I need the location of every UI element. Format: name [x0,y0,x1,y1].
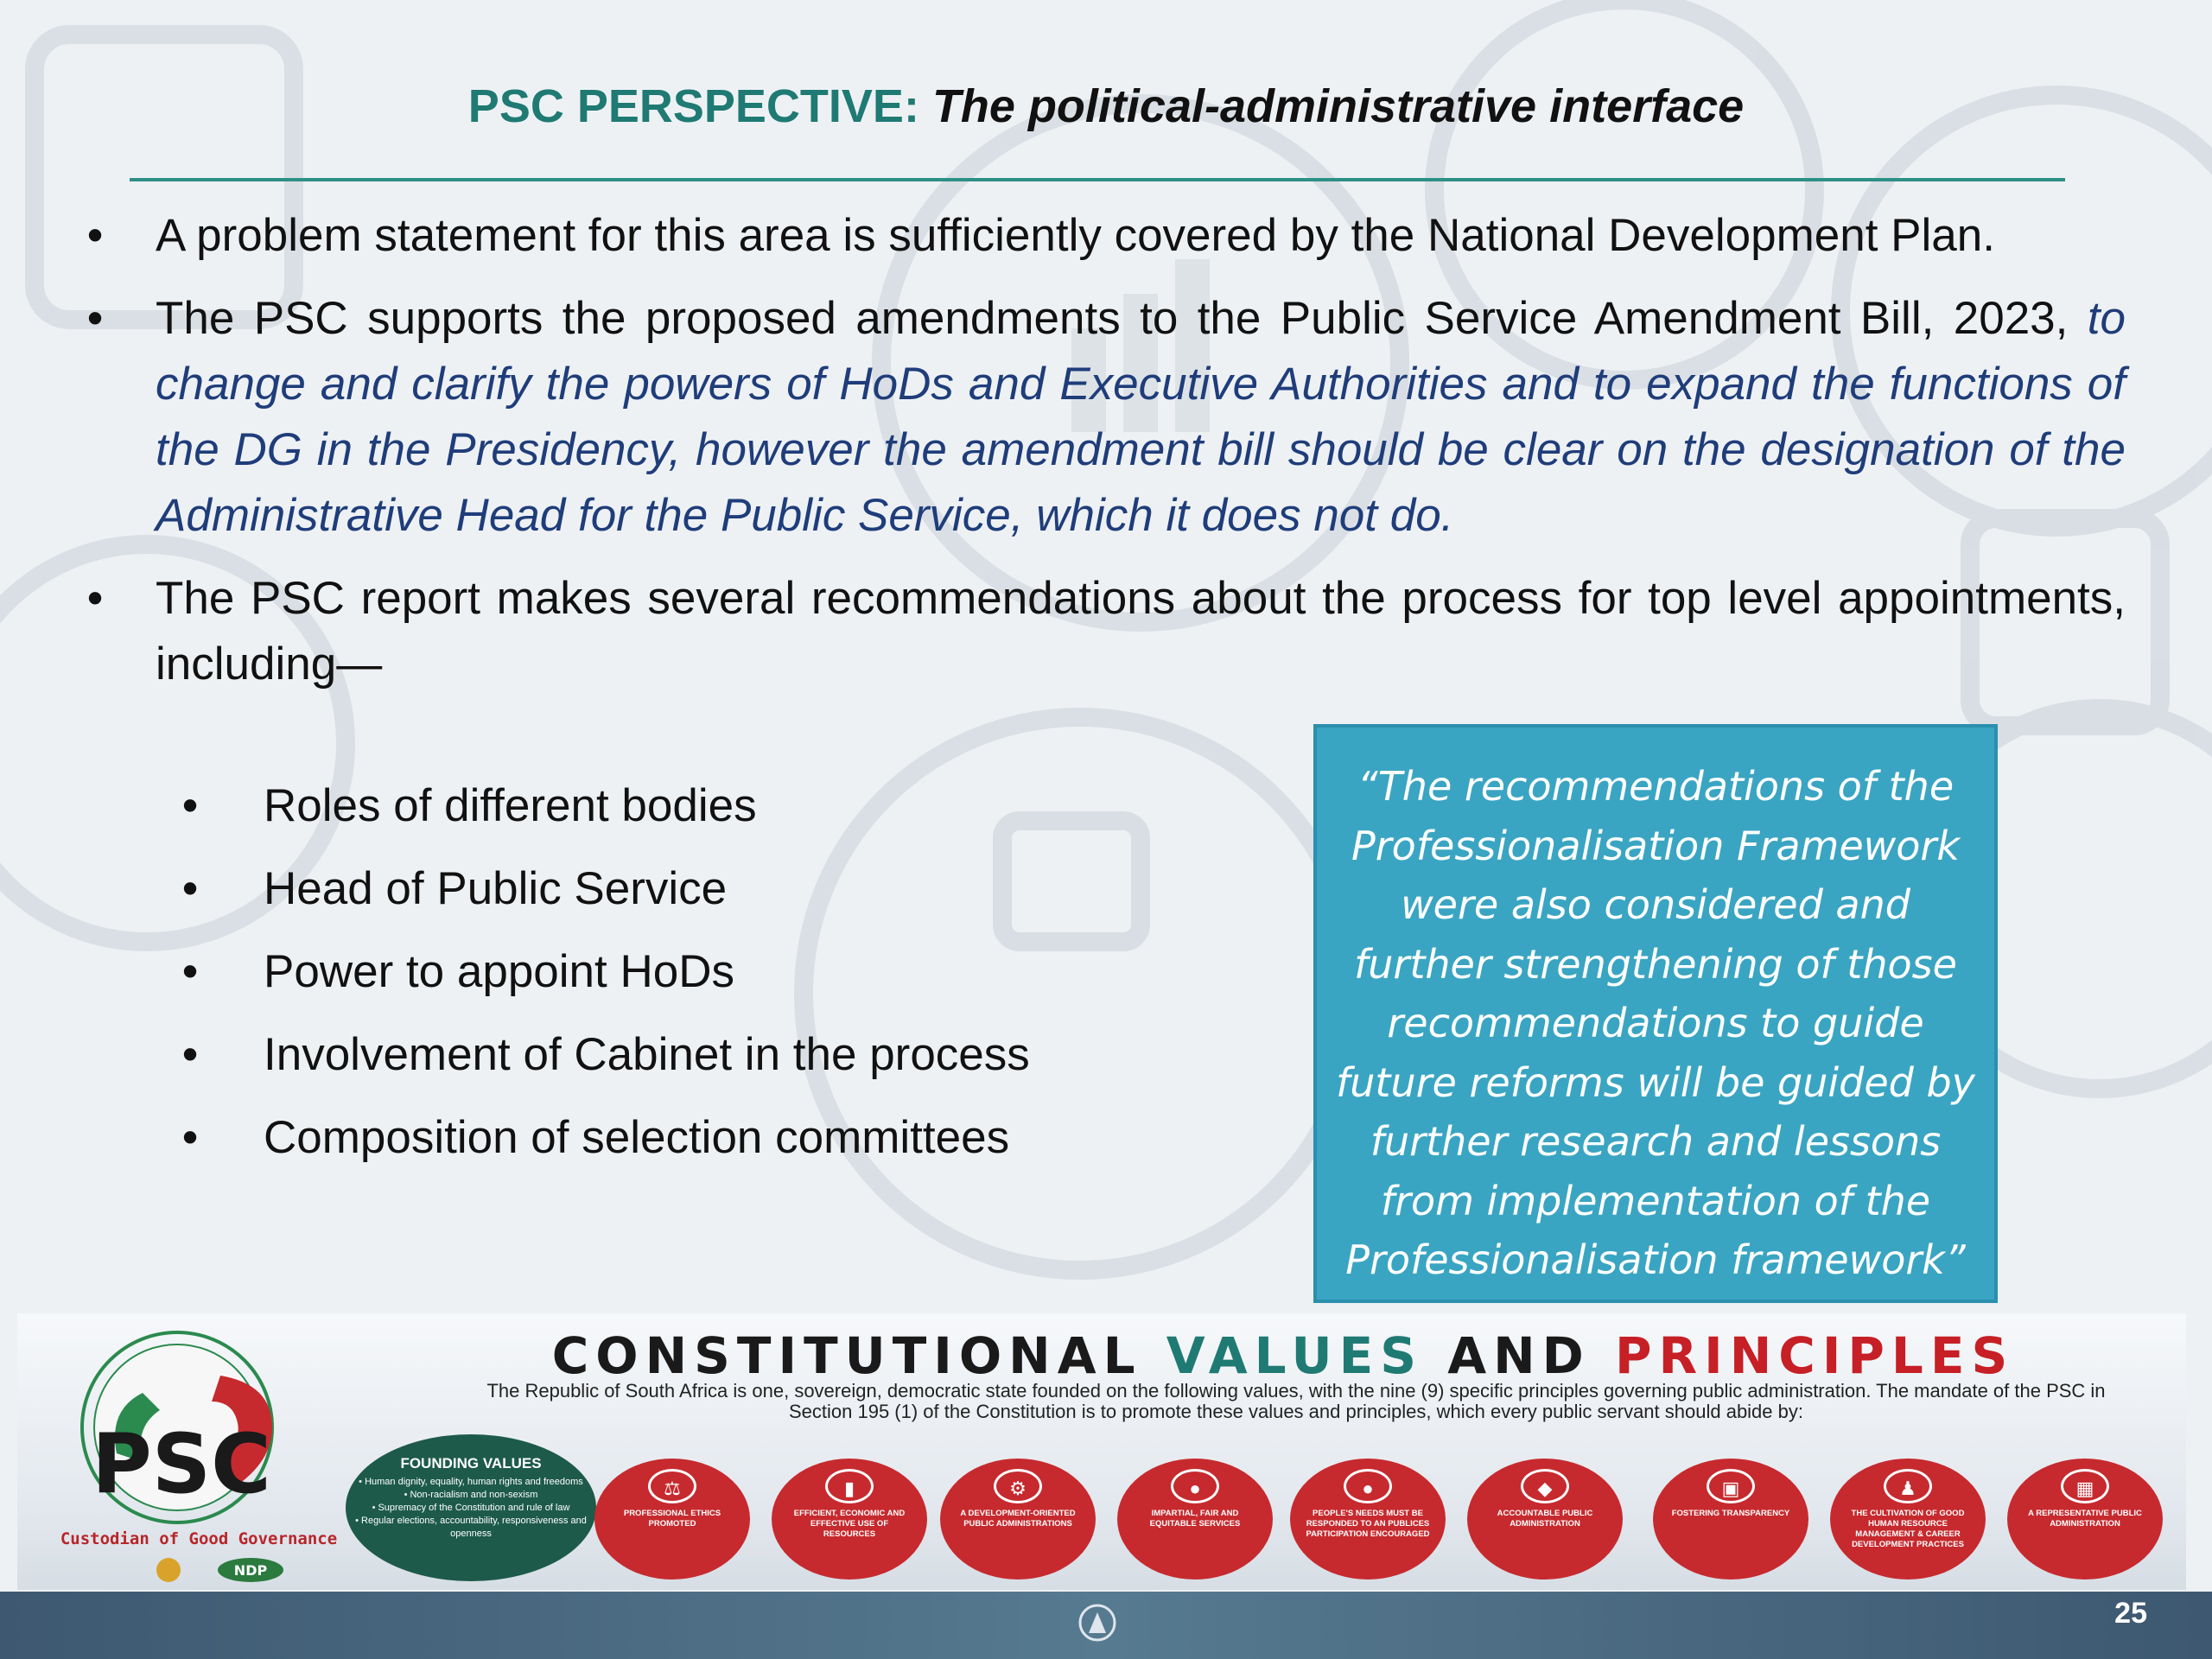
principle-label: EFFICIENT, ECONOMIC AND EFFECTIVE USE OF RESOURCES [793,1509,906,1539]
principle-circle [940,1459,1096,1580]
svg-text:Custodian of Good Governance: Custodian of Good Governance [60,1529,338,1548]
group-icon: ● [1344,1469,1392,1503]
sub-bullet-item [173,773,1210,856]
title-divider [130,178,2065,181]
building-icon: ▣ [1707,1469,1755,1503]
sub-bullet-text: Involvement of Cabinet in the process [264,1029,1030,1080]
bullet-dot: • [181,1029,199,1080]
constitutional-values-banner [17,1313,2186,1590]
people-icon: ♟ [1884,1469,1932,1503]
founding-values-title: FOUNDING VALUES [400,1455,542,1471]
psc-logo [48,1324,341,1583]
svg-text:NDP: NDP [233,1562,268,1579]
sub-bullet-list [173,773,1210,1188]
founding-values-circle [346,1434,596,1581]
principle-label: A DEVELOPMENT-ORIENTED PUBLIC ADMINISTRATIONS [960,1509,1076,1529]
bullet-dot: • [181,946,199,997]
title-prefix: PSC PERSPECTIVE: [467,80,919,132]
banner-title: CONSTITUTIONAL VALUES AND PRINCIPLES [551,1326,2015,1385]
slide-title [0,79,2212,133]
principle-label: FOSTERING TRANSPARENCY [1671,1509,1790,1518]
bullet-text: The PSC supports the proposed amendments to the Public Service Amendment Bill, 2023, [156,293,2069,344]
quote-box: “The recommendations of the Professionalisation Framework were also considered and further strengthening of those recommendations to guide future reforms will be guided by further research and lessons from implementation of the Professionalisation framework” [1313,724,1998,1303]
bullet-text: A problem statement for this area is sufficiently covered by the National Development Plan. [156,210,1995,261]
bullet-dot: • [181,863,199,914]
coat-of-arms-icon [1071,1599,1123,1650]
sub-bullet-text: Composition of selection committees [264,1112,1010,1163]
bar-chart-icon: ▮ [825,1469,874,1503]
principle-label: ACCOUNTABLE PUBLIC ADMINISTRATION [1497,1509,1593,1529]
bullet-dot: • [181,780,199,831]
sub-bullet-text: Head of Public Service [264,863,728,914]
scales-icon: ⚖ [648,1469,696,1503]
bullet-item [69,566,2126,697]
principle-circle [1653,1459,1808,1580]
founding-value: • Non-racialism and non-sexism [404,1490,538,1500]
bullet-dot: • [86,210,104,261]
bullet-dot: • [86,573,104,624]
principle-circle [594,1459,750,1580]
principle-circle [1290,1459,1446,1580]
principle-label: PROFESSIONAL ETHICS PROMOTED [623,1509,721,1529]
principle-circle [772,1459,927,1580]
bullet-dot: • [86,293,104,344]
bullet-list [69,203,2126,697]
bullet-item [69,203,2126,269]
sub-bullet-item [173,1022,1210,1105]
gear-icon: ⚙ [994,1469,1042,1503]
principle-circle [1830,1459,1986,1580]
principle-circle [1117,1459,1273,1580]
shield-icon: ◆ [1521,1469,1569,1503]
page-number: 25 [2114,1597,2147,1630]
sub-bullet-text: Roles of different bodies [264,780,757,831]
svg-text:PSC: PSC [92,1417,271,1512]
bullet-text: The PSC report makes several recommendations about the process for top level appointments, including— [156,573,2126,690]
sub-bullet-text: Power to appoint HoDs [264,946,735,997]
bullet-dot: • [181,1112,199,1163]
sub-bullet-item [173,939,1210,1022]
founding-value: • Supremacy of the Constitution and rule of law [372,1503,570,1513]
sub-bullet-item [173,1105,1210,1188]
principle-label: PEOPLE'S NEEDS MUST BE RESPONDED TO AN PUBLICES PARTICIPATION ENCOURAGED [1306,1509,1430,1539]
principle-label: IMPARTIAL, FAIR AND EQUITABLE SERVICES [1149,1509,1241,1529]
person-icon: ● [1171,1469,1219,1503]
banner-intro: The Republic of South Africa is one, sovereign, democratic state founded on the following values, with the nine (9) specific principles governing public administration. The mandate of the PSC in Section 195 (1) of the Constitution is to promote these values and principles, which every public servant should abide by: [486,1380,2106,1422]
sub-bullet-item [173,856,1210,939]
bullet-italic-text: to change and clarify the powers of HoDs and Executive Authorities and to expand the functions of the DG in the Presidency, however the amendment bill should be clear on the designation of the Administrative Head for the Public Service, which it does not do. [156,293,2126,541]
bullet-item [69,286,2126,549]
title-subtitle: The political-administrative interface [931,80,1745,132]
founding-value: • Human dignity, equality, human rights and freedoms [359,1477,583,1487]
principle-label: A REPRESENTATIVE PUBLIC ADMINISTRATION [2028,1509,2142,1529]
principle-circle [2007,1459,2163,1580]
founding-value: • Regular elections, accountability, responsiveness and openness [355,1516,587,1539]
principle-label: THE CULTIVATION OF GOOD HUMAN RESOURCE MANAGEMENT & CAREER DEVELOPMENT PRACTICES [1851,1509,1965,1549]
principle-circle [1467,1459,1623,1580]
calendar-icon: ▦ [2061,1469,2109,1503]
